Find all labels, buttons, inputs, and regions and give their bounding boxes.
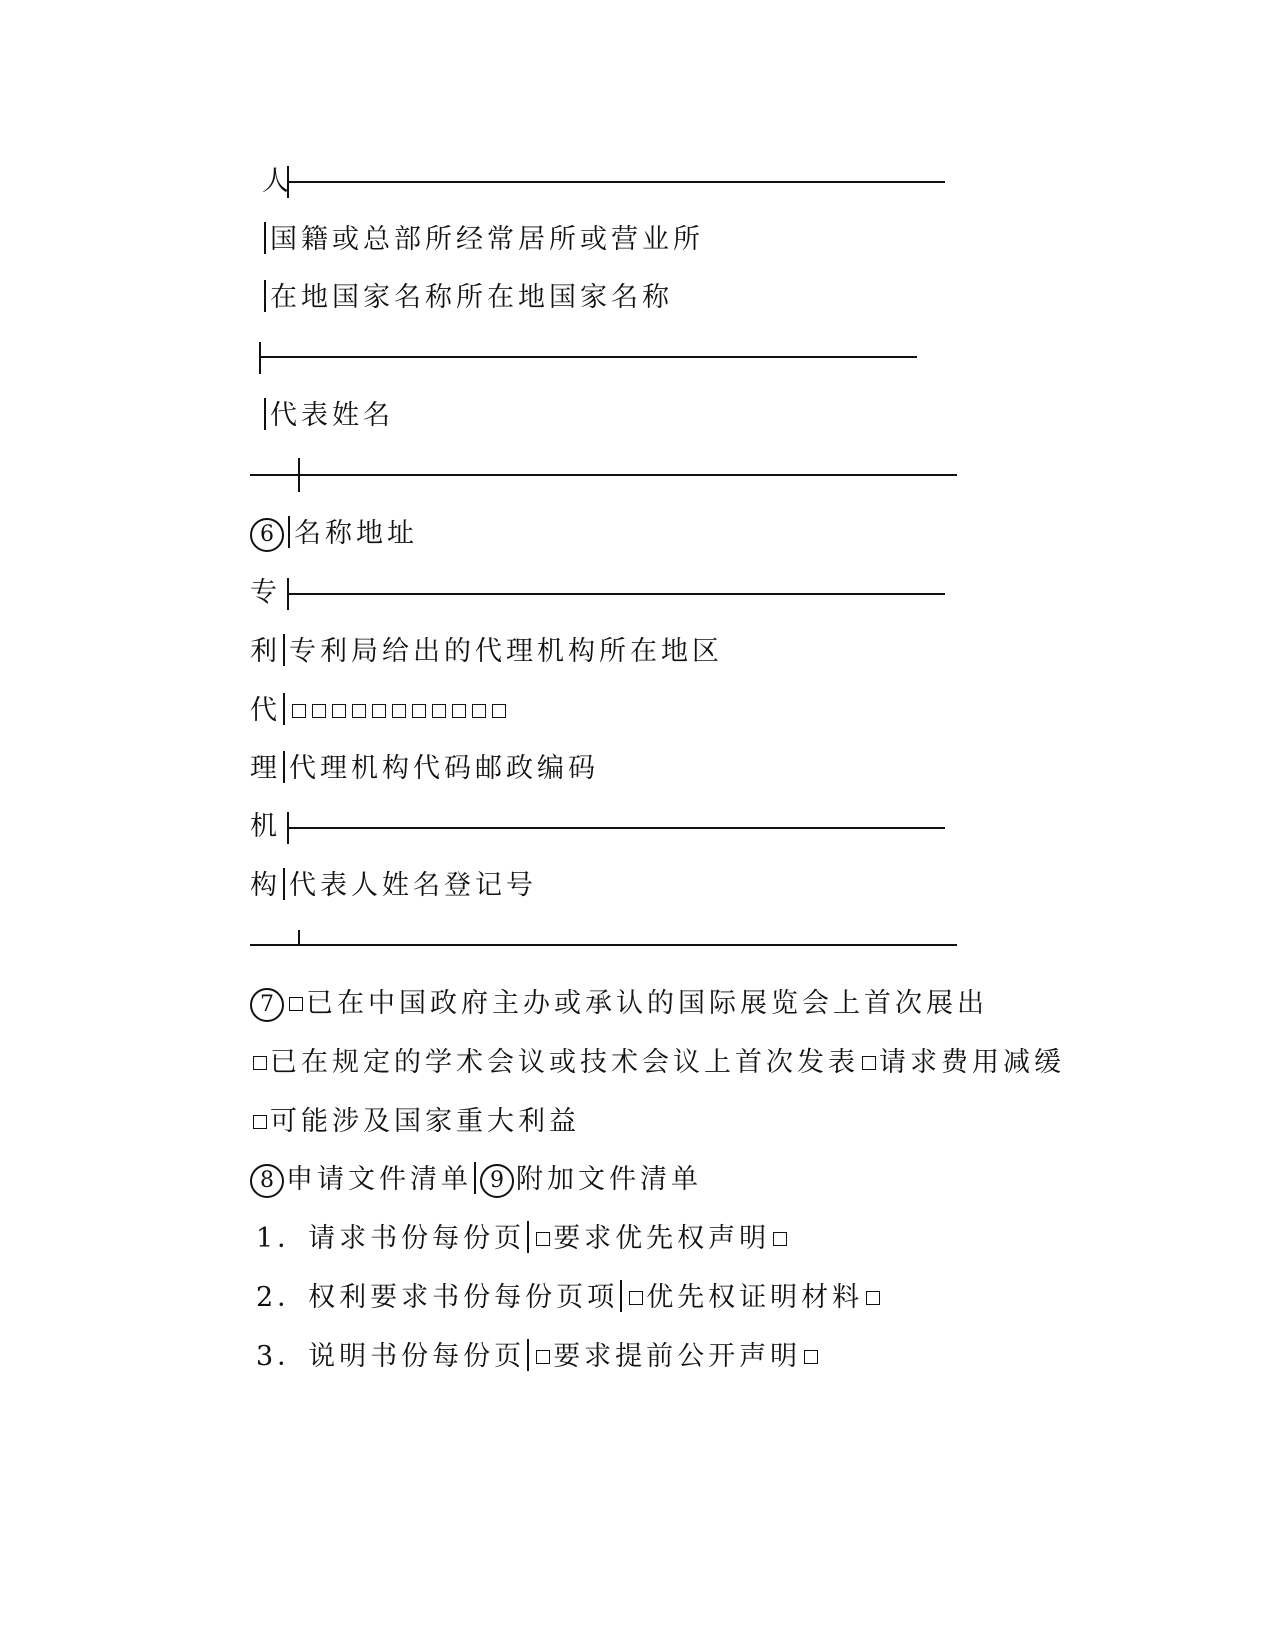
- agency-name-row: [250, 504, 418, 564]
- priority-proof-count-box[interactable]: [866, 1291, 880, 1305]
- item-number-6: 6: [250, 518, 284, 552]
- table-tick: [259, 342, 261, 374]
- national-interest-checkbox[interactable]: [253, 1115, 267, 1129]
- table-rule: [260, 356, 917, 358]
- table-divider: [283, 751, 285, 783]
- code-box[interactable]: [432, 704, 446, 718]
- table-divider: [264, 280, 266, 312]
- priority-claim-count-box[interactable]: [773, 1232, 787, 1246]
- agency-region-label: 专利局给出的代理机构所在地区: [289, 636, 723, 667]
- code-box[interactable]: [312, 704, 326, 718]
- item-number-9: 9: [480, 1164, 514, 1198]
- attachment-document-item: 要求优先权声明: [553, 1223, 771, 1254]
- table-rule: [288, 827, 945, 829]
- item-number-7: 7: [250, 988, 284, 1022]
- table-rule: [250, 474, 957, 476]
- attachment-document-item: 优先权证明材料: [646, 1282, 864, 1313]
- code-boxes: [289, 695, 509, 726]
- conference-checkbox[interactable]: [253, 1056, 267, 1070]
- priority-claim-checkbox[interactable]: [536, 1232, 550, 1246]
- code-box[interactable]: [492, 704, 506, 718]
- code-box[interactable]: [472, 704, 486, 718]
- agency-code-boxes-row: [250, 681, 509, 741]
- document-list-row: [256, 1209, 790, 1269]
- early-publication-count-box[interactable]: [804, 1350, 818, 1364]
- code-box[interactable]: [392, 704, 406, 718]
- section7-row-3: [250, 1092, 580, 1152]
- representative-row: [262, 386, 394, 446]
- country-row: [262, 268, 673, 328]
- code-box[interactable]: [412, 704, 426, 718]
- agency-side-char: 专: [250, 577, 281, 608]
- agent-name-label: 代表人姓名登记号: [289, 870, 537, 901]
- fee-reduction-option-label: 请求费用减缓: [879, 1047, 1065, 1078]
- table-divider: [283, 868, 285, 900]
- application-document-item: 1．请求书份每份页: [256, 1223, 526, 1254]
- code-box[interactable]: [452, 704, 466, 718]
- national-interest-option-label: 可能涉及国家重大利益: [270, 1106, 580, 1137]
- table-rule: [250, 944, 957, 946]
- table-tick: [298, 930, 300, 945]
- document-list-row: [256, 1327, 821, 1387]
- section8-9-header-row: [250, 1150, 702, 1210]
- agency-code-label: 代理机构代码邮政编码: [289, 753, 599, 784]
- section7-row-1: [250, 974, 988, 1034]
- agent-name-row: [250, 856, 537, 916]
- agency-side-char: 代: [250, 695, 281, 726]
- agency-side-row-1: [250, 563, 281, 623]
- table-divider: [283, 693, 285, 725]
- applicant-side-char: 人: [262, 166, 293, 197]
- agency-side-row-5: [250, 797, 281, 857]
- attachment-document-item: 要求提前公开声明: [553, 1341, 802, 1372]
- code-box[interactable]: [332, 704, 346, 718]
- nationality-row: [262, 210, 704, 270]
- early-publication-checkbox[interactable]: [536, 1350, 550, 1364]
- representative-label: 代表姓名: [270, 400, 394, 431]
- agency-code-row: [250, 739, 599, 799]
- exhibition-option-label: 已在中国政府主办或承认的国际展览会上首次展出: [306, 988, 988, 1019]
- agency-side-char: 利: [250, 636, 281, 667]
- agency-region-row: [250, 622, 723, 682]
- section8-title: 申请文件清单: [286, 1164, 472, 1195]
- table-tick: [298, 458, 300, 492]
- table-divider: [288, 516, 290, 548]
- item-number-8: 8: [250, 1164, 284, 1198]
- code-box[interactable]: [352, 704, 366, 718]
- table-divider: [283, 634, 285, 666]
- agency-side-char: 理: [250, 753, 281, 784]
- section7-row-2: [250, 1033, 1065, 1093]
- agency-side-char: 机: [250, 811, 281, 842]
- table-divider: [527, 1221, 529, 1253]
- conference-option-label: 已在规定的学术会议或技术会议上首次发表: [270, 1047, 859, 1078]
- agency-side-char: 构: [250, 870, 281, 901]
- application-document-item: 2．权利要求书份每份页项: [256, 1282, 619, 1313]
- exhibition-checkbox[interactable]: [289, 997, 303, 1011]
- fee-reduction-checkbox[interactable]: [862, 1056, 876, 1070]
- section9-title: 附加文件清单: [516, 1164, 702, 1195]
- application-document-item: 3．说明书份每份页: [256, 1341, 526, 1372]
- agency-name-label: 名称地址: [294, 518, 418, 549]
- nationality-label: 国籍或总部所经常居所或营业所: [270, 224, 704, 255]
- priority-proof-checkbox[interactable]: [629, 1291, 643, 1305]
- table-divider: [620, 1280, 622, 1312]
- table-divider: [527, 1339, 529, 1371]
- table-rule: [288, 593, 945, 595]
- table-divider: [264, 398, 266, 430]
- table-rule: [288, 181, 945, 183]
- document-list-row: [256, 1268, 883, 1328]
- code-box[interactable]: [292, 704, 306, 718]
- code-box[interactable]: [372, 704, 386, 718]
- country-label: 在地国家名称所在地国家名称: [270, 282, 673, 313]
- table-divider: [264, 222, 266, 254]
- table-divider: [474, 1162, 476, 1194]
